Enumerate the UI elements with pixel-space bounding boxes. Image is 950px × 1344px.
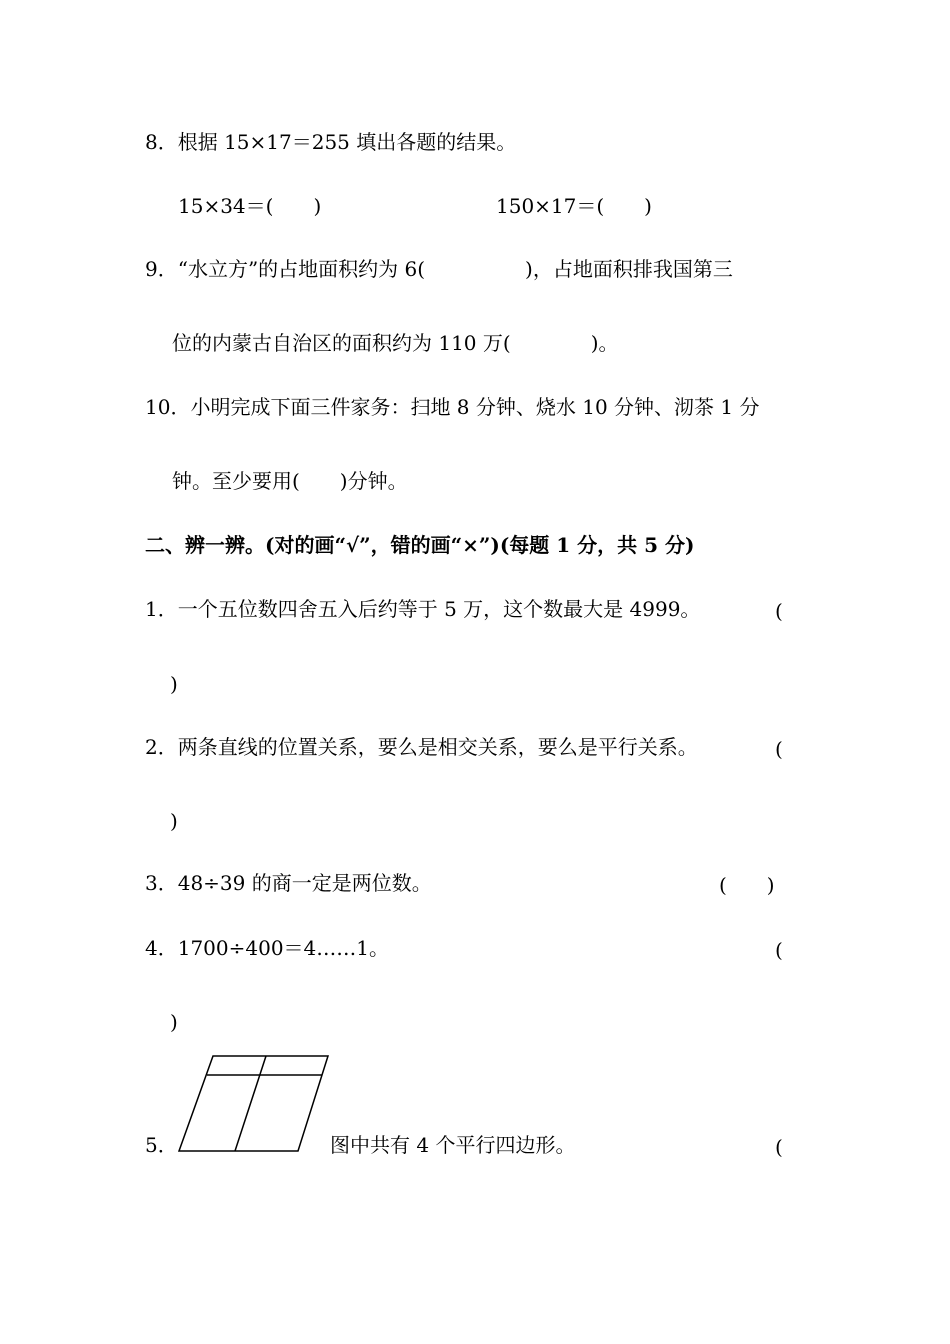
judge-q4-paren-close: ) (170, 1010, 178, 1034)
judge-q2-text: 2．两条直线的位置关系，要么是相交关系，要么是平行关系。 (145, 735, 698, 759)
section-two-heading: 二、辨一辨。(对的画“√”，错的画“×”)(每题 1 分，共 5 分) (145, 533, 695, 557)
q8-text: 8．根据 15×17＝255 填出各题的结果。 (145, 130, 517, 154)
q8-left-blank: 15×34＝( ) (178, 194, 322, 218)
q8-right-blank: 150×17＝( ) (496, 194, 652, 218)
q9-line1: 9．“水立方”的占地面积约为 6( )，占地面积排我国第三 (145, 257, 733, 281)
judge-q4-text: 4．1700÷400＝4……1。 (145, 936, 390, 960)
judge-q2-paren-close: ) (170, 809, 178, 833)
judge-q3-paren: ( ) (719, 873, 775, 897)
q9-line2: 位的内蒙古自治区的面积约为 110 万( )。 (172, 331, 619, 355)
parallelogram-figure (170, 1048, 340, 1158)
judge-q5-number: 5． (145, 1133, 178, 1157)
q10-line1: 10．小明完成下面三件家务：扫地 8 分钟、烧水 10 分钟、沏茶 1 分 (145, 395, 760, 419)
judge-q1-paren-open: ( (775, 599, 783, 623)
judge-q1-text: 1．一个五位数四舍五入后约等于 5 万，这个数最大是 4999。 (145, 597, 701, 621)
judge-q1-paren-close: ) (170, 672, 178, 696)
q10-line2: 钟。至少要用( )分钟。 (172, 469, 408, 493)
judge-q4-paren-open: ( (775, 938, 783, 962)
judge-q3-text: 3．48÷39 的商一定是两位数。 (145, 871, 432, 895)
judge-q5-text: 图中共有 4 个平行四边形。 (330, 1133, 576, 1157)
judge-q5-paren-open: ( (775, 1135, 783, 1159)
judge-q2-paren-open: ( (775, 737, 783, 761)
